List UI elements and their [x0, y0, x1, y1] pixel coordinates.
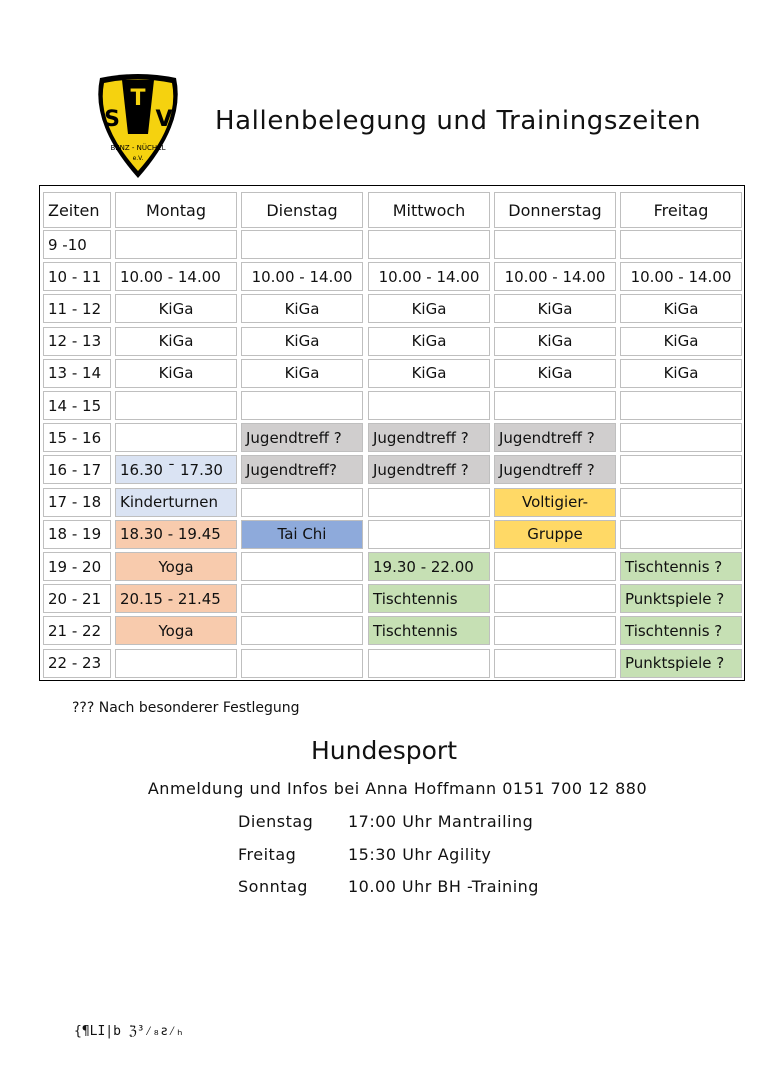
cell-mittwoch: [368, 488, 490, 517]
cell-mittwoch: Jugendtreff ?: [368, 423, 490, 452]
cell-mittwoch: Jugendtreff ?: [368, 455, 490, 484]
cell-freitag: Tischtennis ?: [620, 552, 742, 581]
time-slot: 11 - 12: [43, 294, 111, 323]
cell-montag: KiGa: [115, 359, 237, 388]
schedule-table: [39, 185, 745, 681]
cell-montag: Yoga: [115, 616, 237, 645]
time-slot: 18 - 19: [43, 520, 111, 549]
cell-mittwoch: 10.00 - 14.00: [368, 262, 490, 291]
cell-donnerstag: Jugendtreff ?: [494, 423, 616, 452]
cell-montag: KiGa: [115, 327, 237, 356]
time-slot: 20 - 21: [43, 584, 111, 613]
cell-freitag: [620, 391, 742, 420]
club-logo: [92, 74, 184, 180]
cell-donnerstag: KiGa: [494, 359, 616, 388]
cell-mittwoch: Tischtennis: [368, 616, 490, 645]
cell-dienstag: [241, 488, 363, 517]
logo-letter-s: S: [104, 107, 120, 132]
cell-donnerstag: [494, 649, 616, 678]
cell-montag: [115, 230, 237, 259]
cell-montag: Kinderturnen: [115, 488, 237, 517]
cell-dienstag: [241, 616, 363, 645]
cell-montag: KiGa: [115, 294, 237, 323]
page-title: Hallenbelegung und Trainingszeiten: [215, 106, 702, 136]
time-slot: 15 - 16: [43, 423, 111, 452]
cell-freitag: [620, 423, 742, 452]
header-freitag: Freitag: [620, 192, 742, 228]
cell-montag: 18.30 - 19.45: [115, 520, 237, 549]
hundesport-day: Sonntag: [238, 877, 308, 896]
cell-montag: [115, 649, 237, 678]
cell-donnerstag: KiGa: [494, 294, 616, 323]
cell-dienstag: [241, 230, 363, 259]
hundesport-time: 10.00 Uhr BH -Training: [348, 877, 539, 896]
hundesport-time: 17:00 Uhr Mantrailing: [348, 812, 534, 831]
cell-donnerstag: 10.00 - 14.00: [494, 262, 616, 291]
header-dienstag: Dienstag: [241, 192, 363, 228]
cell-dienstag: [241, 649, 363, 678]
header-zeiten: Zeiten: [43, 192, 111, 228]
cell-dienstag: Jugendtreff?: [241, 455, 363, 484]
cell-mittwoch: Tischtennis: [368, 584, 490, 613]
cell-freitag: Punktspiele ?: [620, 584, 742, 613]
cell-mittwoch: [368, 520, 490, 549]
header-mittwoch: Mittwoch: [368, 192, 490, 228]
cell-donnerstag: [494, 230, 616, 259]
logo-text-line1: BENZ - NÜCHEL: [110, 144, 166, 152]
contact-info: Anmeldung und Infos bei Anna Hoffmann 0151 700 12 880: [147, 779, 648, 798]
time-slot: 17 - 18: [43, 488, 111, 517]
cell-donnerstag: [494, 391, 616, 420]
cell-freitag: [620, 520, 742, 549]
cell-freitag: KiGa: [620, 359, 742, 388]
cell-freitag: Punktspiele ?: [620, 649, 742, 678]
cell-dienstag: KiGa: [241, 294, 363, 323]
cell-donnerstag: Voltigier-: [494, 488, 616, 517]
cell-montag: [115, 423, 237, 452]
cell-donnerstag: Jugendtreff ?: [494, 455, 616, 484]
cell-montag: Yoga: [115, 552, 237, 581]
logo-letter-v: V: [155, 107, 173, 132]
time-slot: 12 - 13: [43, 327, 111, 356]
cell-dienstag: Jugendtreff ?: [241, 423, 363, 452]
header-donnerstag: Donnerstag: [494, 192, 616, 228]
cell-donnerstag: [494, 552, 616, 581]
cell-freitag: [620, 230, 742, 259]
hundesport-day: Dienstag: [238, 812, 314, 831]
time-slot: 19 - 20: [43, 552, 111, 581]
cell-montag: 16.30 ¯ 17.30: [115, 455, 237, 484]
footer-text: {¶LI|b ℨ³⁄₈ƨ⁄ₕ: [74, 1024, 184, 1039]
cell-montag: 20.15 - 21.45: [115, 584, 237, 613]
logo-letter-t: T: [130, 86, 146, 111]
cell-dienstag: KiGa: [241, 327, 363, 356]
cell-donnerstag: [494, 616, 616, 645]
footnote: ??? Nach besonderer Festlegung: [72, 700, 300, 716]
cell-freitag: [620, 455, 742, 484]
time-slot: 22 - 23: [43, 649, 111, 678]
time-slot: 16 - 17: [43, 455, 111, 484]
logo-text-line2: e.V.: [132, 155, 144, 162]
cell-donnerstag: Gruppe: [494, 520, 616, 549]
cell-mittwoch: KiGa: [368, 294, 490, 323]
cell-freitag: 10.00 - 14.00: [620, 262, 742, 291]
time-slot: 9 -10: [43, 230, 111, 259]
time-slot: 21 - 22: [43, 616, 111, 645]
time-slot: 14 - 15: [43, 391, 111, 420]
time-slot: 10 - 11: [43, 262, 111, 291]
cell-mittwoch: KiGa: [368, 359, 490, 388]
cell-mittwoch: 19.30 - 22.00: [368, 552, 490, 581]
cell-freitag: KiGa: [620, 294, 742, 323]
hundesport-time: 15:30 Uhr Agility: [348, 845, 492, 864]
cell-freitag: [620, 488, 742, 517]
cell-freitag: Tischtennis ?: [620, 616, 742, 645]
section-title-hundesport: Hundesport: [310, 736, 457, 765]
cell-montag: [115, 391, 237, 420]
cell-dienstag: 10.00 - 14.00: [241, 262, 363, 291]
cell-mittwoch: [368, 230, 490, 259]
cell-donnerstag: [494, 584, 616, 613]
cell-dienstag: Tai Chi: [241, 520, 363, 549]
cell-donnerstag: KiGa: [494, 327, 616, 356]
cell-dienstag: KiGa: [241, 359, 363, 388]
cell-mittwoch: [368, 391, 490, 420]
header-montag: Montag: [115, 192, 237, 228]
cell-dienstag: [241, 552, 363, 581]
cell-montag: 10.00 - 14.00: [115, 262, 237, 291]
cell-freitag: KiGa: [620, 327, 742, 356]
cell-dienstag: [241, 584, 363, 613]
time-slot: 13 - 14: [43, 359, 111, 388]
cell-mittwoch: [368, 649, 490, 678]
hundesport-day: Freitag: [238, 845, 297, 864]
cell-dienstag: [241, 391, 363, 420]
cell-mittwoch: KiGa: [368, 327, 490, 356]
